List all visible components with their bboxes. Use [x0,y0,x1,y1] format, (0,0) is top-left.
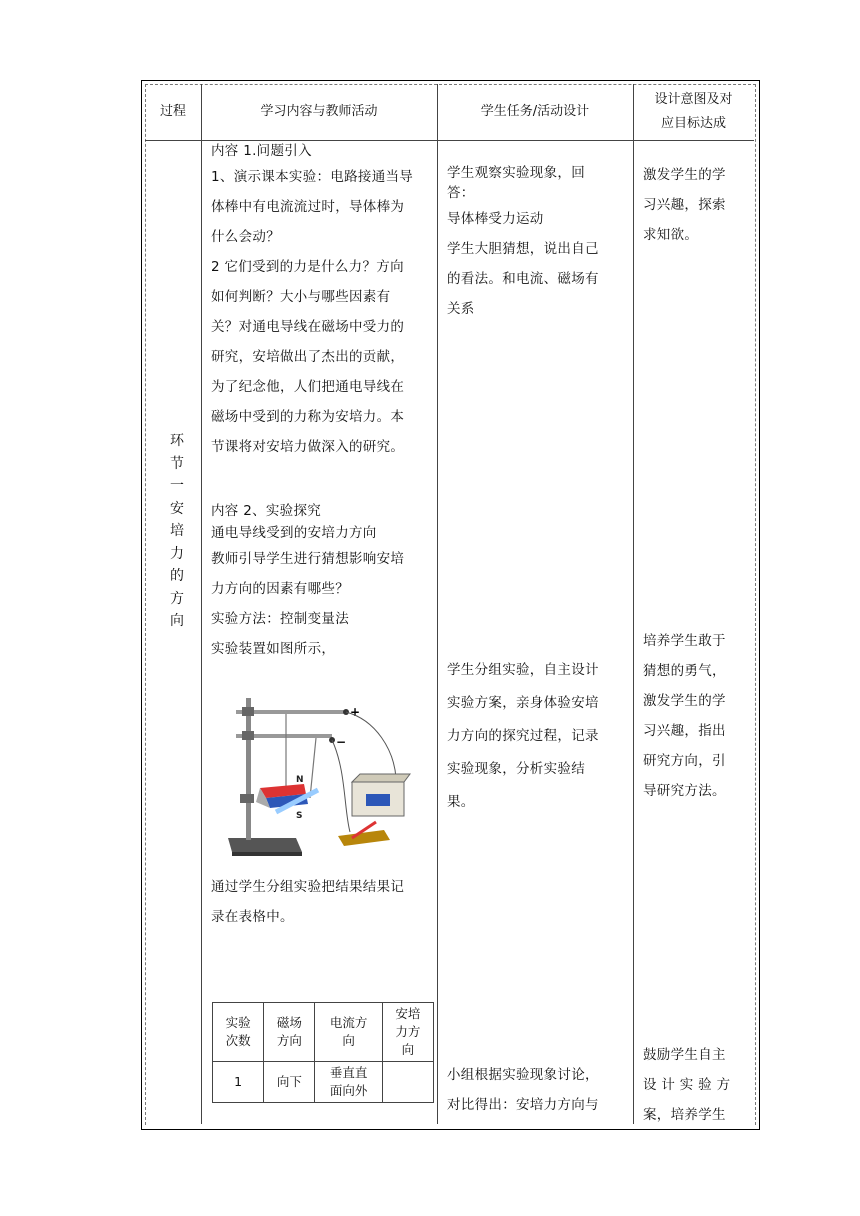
student-task-1: 学生观察实验现象，回 答： 导体棒受力运动 学生大胆猜想，说出自己 的看法。和电流、磁场有 关系 [447,165,599,317]
divider-col2 [437,84,438,1124]
header-design-intent: 设计意图及对 应目标达成 [654,92,733,131]
intent-3: 鼓励学生自主 设 计 实 验 方 案，培养学生 [643,1047,731,1123]
teacher-after-figure: 通过学生分组实验把结果结果记 录在表格中。 [211,879,405,925]
student-task-2: 学生分组实验，自主设计 实验方案，亲身体验安培 力方向的探究过程，记录 实验现象，分析实验结 果。 [447,662,599,810]
result-table [212,1002,434,1103]
student-task-3: 小组根据实验现象讨论， 对比得出：安培力方向与 [447,1067,599,1113]
intent-2: 培养学生敢于 猜想的勇气， 激发学生的学 习兴趣，指出 研究方向，引 导研究方法。 [643,633,726,799]
divider-col1 [201,84,202,1124]
experiment-apparatus-figure [226,690,426,860]
label-plus: + [350,705,361,719]
label-s: S [296,811,303,821]
header-student-task: 学生任务/活动设计 [480,104,590,119]
teacher-content-2: 内容 2、实验探究 通电导线受到的安培力方向 教师引导学生进行猜想影响安培 力方向的因素有哪些？ 实验方法：控制变量法 实验装置如图所示， [211,503,405,657]
label-n: N [296,775,304,785]
header-content: 学习内容与教师活动 [260,104,378,119]
stand-rod [246,698,251,840]
header-process: 过程 [159,104,186,119]
label-minus: − [336,735,347,749]
intent-1: 激发学生的学 习兴趣，探索 求知欲。 [643,167,726,243]
stage-label: 环 节 一 安 培 力 的 方 向 [170,433,184,629]
teacher-content-1: 内容 1.问题引入 1、演示课本实验：电路接通当导 体棒中有电流流过时，导体棒为 什么会动？ 2 它们受到的力是什么力？方向 如何判断？大小与哪些因素有 关？对通电导线在磁场中受力的 研究，安培做出了杰出的贡献， 为了纪念他，人们把通电导线在 磁场中受到的力称为安培力。本 节课将对安培力做深入的研究。 [211,143,414,455]
stand-base [228,838,302,852]
table-row: 实验 次数 磁场 方向 电流方 向 安培 力方 向 [213,1003,434,1062]
divider-col3 [633,84,634,1124]
switch-base [338,830,390,846]
table-row: 1 向下 垂直直 面向外 [213,1062,434,1103]
